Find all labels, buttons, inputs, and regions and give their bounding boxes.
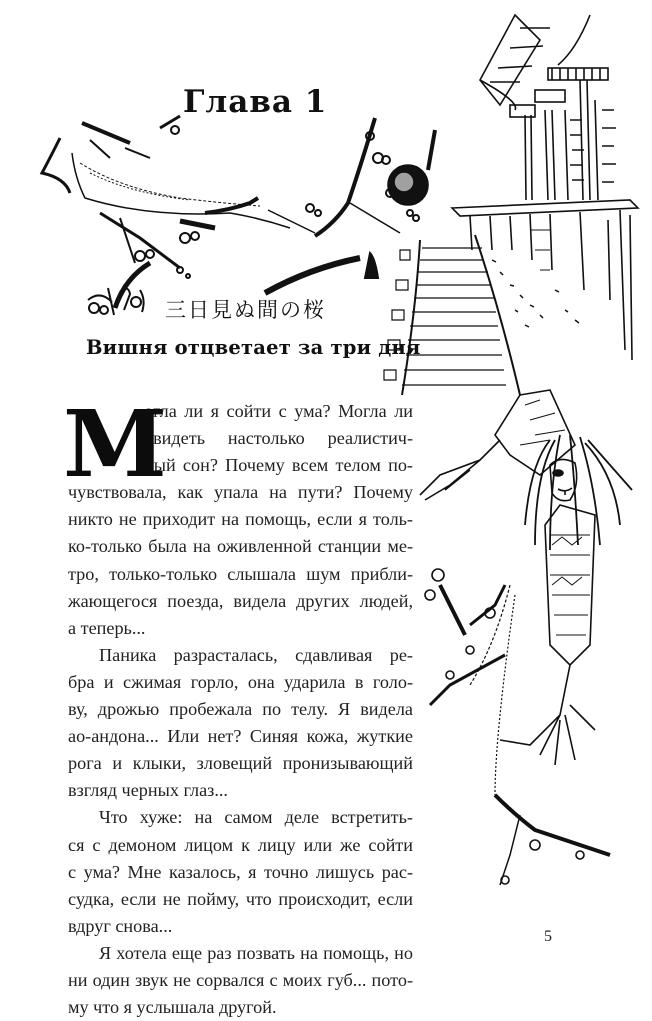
- text-line: с ума? Мне казалось, я точно лишусь рас-: [68, 861, 413, 882]
- chapter-title: Глава 1: [183, 84, 328, 120]
- ghost-woman-illustration: [410, 385, 652, 900]
- text-line: увидеть настолько реалистич-: [144, 428, 413, 449]
- text-line: судка, если не пойму, что происходит, если: [68, 888, 413, 909]
- drop-cap: М: [62, 390, 167, 498]
- text-line: ао-андона... Или нет? Синяя кожа, жуткие: [68, 726, 413, 747]
- text-line: а теперь...: [68, 617, 146, 638]
- cherry-sprig-ornament: [80, 280, 160, 320]
- page-number: 5: [544, 928, 552, 945]
- text-line: никто не приходит на помощь, если я толь-: [68, 509, 413, 530]
- text-line: взгляд черных глаз...: [68, 780, 228, 801]
- text-line: Паника разрасталась, сдавливая ре-: [99, 644, 413, 665]
- text-line: рога и клыки, зловещий пронизывающий: [68, 753, 413, 774]
- text-line: ни один звук не сорвался с моих губ... пото-: [68, 969, 413, 990]
- text-line: Что хуже: на самом деле встретить-: [99, 807, 413, 828]
- text-line: жающегося поезда, видела других людей,: [68, 590, 413, 611]
- text-line: му что я услышала другой.: [68, 997, 277, 1018]
- text-line: вдруг снова...: [68, 915, 173, 936]
- chapter-subtitle: Вишня отцветает за три дня: [86, 336, 421, 359]
- text-line: бра и сжимая горло, она ударила в голо-: [68, 671, 413, 692]
- text-line: ся с демоном лицом к лицу или же сойти: [68, 834, 413, 855]
- chapter-body-text: [62, 390, 413, 1021]
- text-line: ный сон? Почему всем телом по-: [144, 455, 413, 476]
- text-line: ко-только была на оживленной станции ме-: [68, 536, 413, 557]
- text-line: ву, дрожью пробежала по телу. Я видела: [68, 699, 413, 720]
- text-line: огла ли я сойти с ума? Могла ли: [144, 401, 413, 421]
- japanese-title: 三日見ぬ間の桜: [165, 298, 326, 322]
- text-line: чувствовала, как упала на пути? Почему: [68, 482, 413, 503]
- text-line: тро, только-только слышала шум прибли-: [68, 563, 413, 584]
- text-line: Я хотела еще раз позвать на помощь, но: [99, 942, 413, 963]
